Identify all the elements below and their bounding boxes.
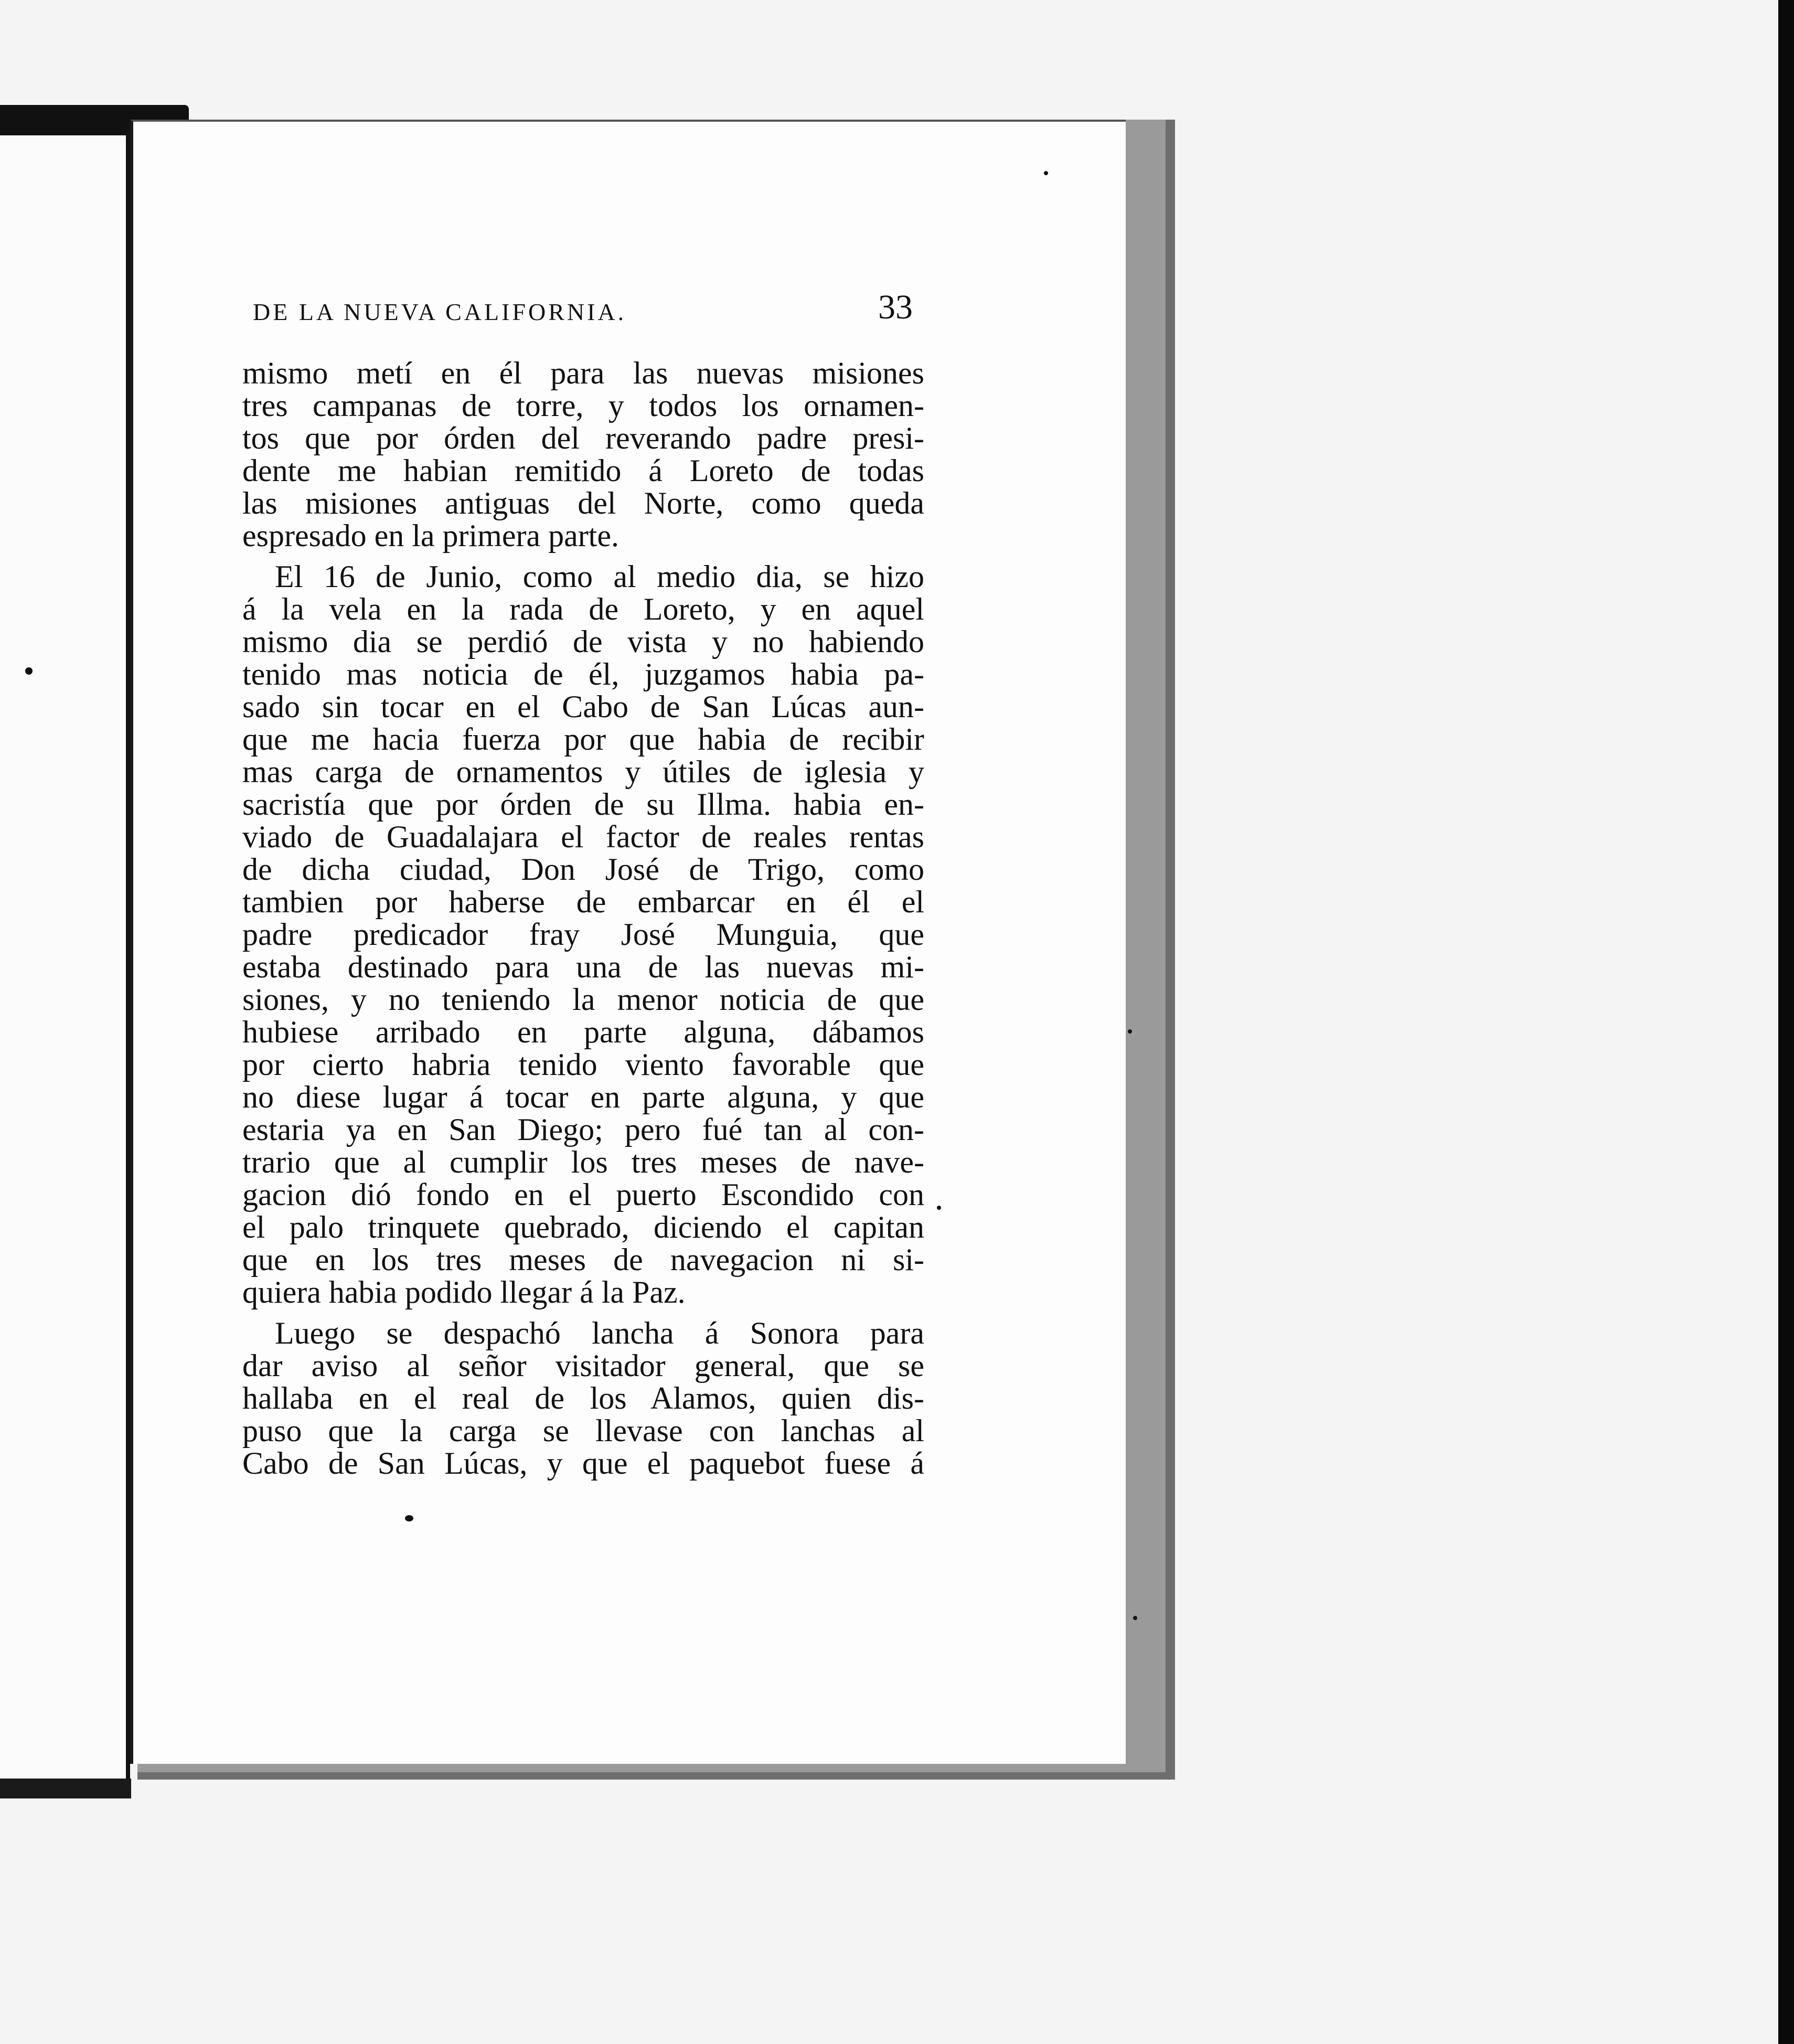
text-line: sacristía que por órden de su Illma. habia en- [242, 787, 924, 822]
text-line: padre predicador fray José Munguia, que [242, 917, 924, 952]
text-line: que en los tres meses de navegacion ni si- [242, 1242, 924, 1277]
photo-border-right [1778, 0, 1794, 2044]
text-line: El 16 de Junio, como al medio dia, se hizo [275, 559, 924, 594]
text-line: puso que la carga se llevase con lanchas al [242, 1413, 924, 1448]
text-line: dar aviso al señor visitador general, que se [242, 1348, 924, 1383]
text-line: de dicha ciudad, Don José de Trigo, como [242, 852, 924, 887]
text-line: mismo metí en él para las nuevas misiones [242, 356, 924, 390]
text-line: hubiese arribado en parte alguna, dábamos [242, 1015, 924, 1049]
facing-page [0, 134, 130, 1781]
page-number: 33 [878, 288, 913, 326]
text-line: viado de Guadalajara el factor de reales rentas [242, 819, 924, 854]
dust-speck [937, 1206, 941, 1210]
dust-speck [1128, 1029, 1132, 1034]
text-line: tres campanas de torre, y todos los ornamen- [242, 388, 924, 423]
text-line: el palo trinquete quebrado, diciendo el capitan [242, 1210, 924, 1244]
text-line: por cierto habria tenido viento favorable que [242, 1047, 924, 1082]
text-line: mas carga de ornamentos y útiles de iglesia y [242, 754, 924, 789]
text-line: estaba destinado para una de las nuevas mi- [242, 950, 924, 984]
text-line: Luego se despachó lancha á Sonora para [275, 1316, 924, 1350]
running-title: DE LA NUEVA CALIFORNIA. [253, 299, 627, 325]
text-line: hallaba en el real de los Alamos, quien dis- [242, 1381, 924, 1415]
text-line: á la vela en la rada de Loreto, y en aquel [242, 592, 924, 626]
text-line: tos que por órden del reverando padre presi- [242, 421, 924, 455]
text-line: dente me habian remitido á Loreto de todas [242, 453, 924, 488]
text-line: Cabo de San Lúcas, y que el paquebot fuese á [242, 1446, 924, 1481]
text-line: estaria ya en San Diego; pero fué tan al con- [242, 1112, 924, 1147]
text-line: sado sin tocar en el Cabo de San Lúcas aun- [242, 689, 924, 724]
dust-speck [1133, 1616, 1137, 1620]
text-line: siones, y no teniendo la menor noticia de que [242, 982, 924, 1017]
text-line: gacion dió fondo en el puerto Escondido con [242, 1177, 924, 1212]
text-line: tenido mas noticia de él, juzgamos habia pa- [242, 657, 924, 691]
text-line: que me hacia fuerza por que habia de recibir [242, 722, 924, 757]
text-line: mismo dia se perdió de vista y no habiendo [242, 624, 924, 659]
text-line: trario que al cumplir los tres meses de nave- [242, 1145, 924, 1179]
text-line: no diese lugar á tocar en parte alguna, y que [242, 1080, 924, 1114]
dust-speck [405, 1515, 413, 1521]
text-line: espresado en la primera parte. [242, 518, 619, 553]
body-text [242, 357, 924, 1479]
running-head [253, 288, 913, 345]
text-line: las misiones antiguas del Norte, como queda [242, 486, 924, 520]
text-line: tambien por haberse de embarcar en él el [242, 885, 924, 919]
dust-speck [25, 667, 33, 675]
dust-speck [1044, 171, 1048, 175]
text-line: quiera habia podido llegar á la Paz. [242, 1275, 686, 1310]
book-board-bottom [0, 1779, 131, 1798]
